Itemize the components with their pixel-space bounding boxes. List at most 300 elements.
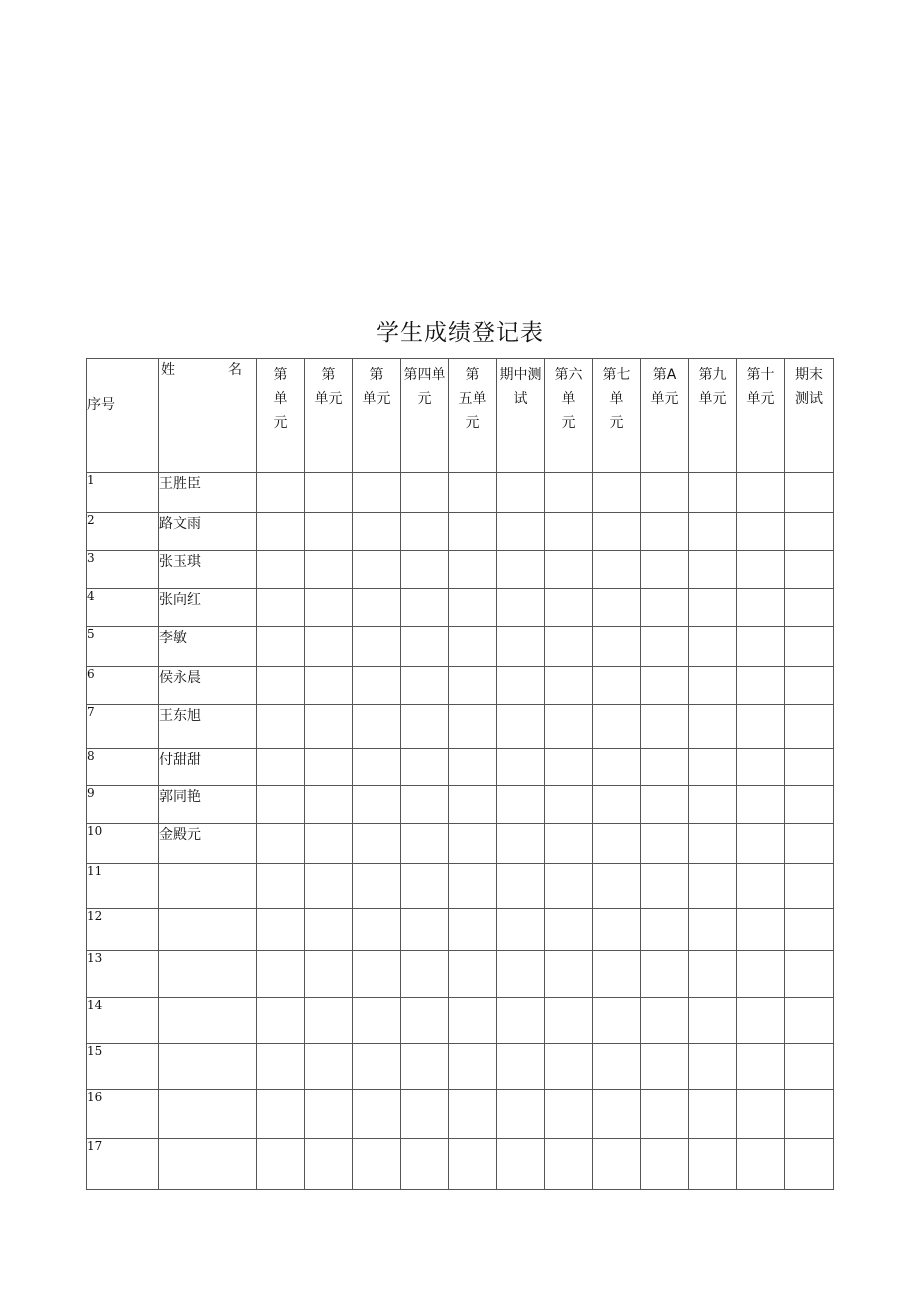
score-cell[interactable] <box>689 667 737 705</box>
score-cell[interactable] <box>497 951 545 998</box>
score-cell[interactable] <box>497 667 545 705</box>
score-cell[interactable] <box>641 864 689 909</box>
table-row <box>87 627 834 667</box>
score-cell[interactable] <box>353 589 401 627</box>
score-cell[interactable] <box>497 998 545 1044</box>
header-col <box>449 359 497 473</box>
header-col-text: 第九 <box>698 367 727 383</box>
score-cell[interactable] <box>305 705 353 749</box>
score-cell[interactable] <box>449 749 497 786</box>
score-cell[interactable] <box>497 1090 545 1139</box>
score-cell[interactable] <box>593 627 641 667</box>
score-cell[interactable] <box>641 909 689 951</box>
score-cell[interactable] <box>785 473 834 513</box>
score-cell[interactable] <box>305 749 353 786</box>
score-cell[interactable] <box>449 864 497 909</box>
row-name: 郭同艳 <box>159 786 257 824</box>
score-cell[interactable] <box>257 551 305 589</box>
score-cell[interactable] <box>401 627 449 667</box>
row-seq: 5 <box>87 627 159 667</box>
score-cell[interactable] <box>401 786 449 824</box>
score-cell[interactable] <box>785 824 834 864</box>
score-cell[interactable] <box>689 786 737 824</box>
header-col-text: 单 <box>561 391 576 407</box>
score-cell[interactable] <box>401 1090 449 1139</box>
score-cell[interactable] <box>449 1044 497 1090</box>
score-cell[interactable] <box>545 864 593 909</box>
score-cell[interactable] <box>593 909 641 951</box>
score-cell[interactable] <box>401 1044 449 1090</box>
score-cell[interactable] <box>497 589 545 627</box>
score-cell[interactable] <box>641 705 689 749</box>
score-cell[interactable] <box>641 998 689 1044</box>
score-cell[interactable] <box>449 667 497 705</box>
score-cell[interactable] <box>545 589 593 627</box>
row-name: 金殿元 <box>159 824 257 864</box>
header-col-text: 单元 <box>314 391 343 407</box>
score-cell[interactable] <box>449 1139 497 1190</box>
score-cell[interactable] <box>785 627 834 667</box>
score-cell[interactable] <box>689 1139 737 1190</box>
header-col <box>641 359 689 473</box>
score-cell[interactable] <box>737 627 785 667</box>
row-seq: 15 <box>87 1044 159 1090</box>
header-col-text: 第七 <box>602 367 631 383</box>
header-col <box>593 359 641 473</box>
score-cell[interactable] <box>401 1139 449 1190</box>
score-cell[interactable] <box>593 998 641 1044</box>
score-cell[interactable] <box>545 749 593 786</box>
score-cell[interactable] <box>305 998 353 1044</box>
header-col-text: 单 <box>273 391 288 407</box>
score-cell[interactable] <box>785 786 834 824</box>
score-cell[interactable] <box>401 705 449 749</box>
score-cell[interactable] <box>545 551 593 589</box>
table-row <box>87 667 834 705</box>
score-cell[interactable] <box>305 786 353 824</box>
score-cell[interactable] <box>497 1044 545 1090</box>
score-cell[interactable] <box>401 909 449 951</box>
score-cell[interactable] <box>353 824 401 864</box>
score-cell[interactable] <box>545 627 593 667</box>
score-cell[interactable] <box>257 513 305 551</box>
score-cell[interactable] <box>593 1044 641 1090</box>
table-row <box>87 705 834 749</box>
row-seq: 13 <box>87 951 159 998</box>
score-cell[interactable] <box>593 824 641 864</box>
score-cell[interactable] <box>737 705 785 749</box>
score-cell[interactable] <box>401 589 449 627</box>
score-cell[interactable] <box>689 551 737 589</box>
row-name: 张向红 <box>159 589 257 627</box>
score-cell[interactable] <box>689 1090 737 1139</box>
header-col <box>305 359 353 473</box>
row-seq: 2 <box>87 513 159 551</box>
score-cell[interactable] <box>593 667 641 705</box>
row-name: 王胜臣 <box>159 473 257 513</box>
page-title: 学生成绩登记表 <box>376 320 544 346</box>
header-col-text: 元 <box>465 415 480 431</box>
score-cell[interactable] <box>641 589 689 627</box>
score-cell[interactable] <box>257 909 305 951</box>
score-cell[interactable] <box>737 1139 785 1190</box>
score-cell[interactable] <box>545 705 593 749</box>
score-cell[interactable] <box>257 1090 305 1139</box>
score-cell[interactable] <box>257 824 305 864</box>
table-row <box>87 909 834 951</box>
row-name: 张玉琪 <box>159 551 257 589</box>
score-cell[interactable] <box>401 667 449 705</box>
score-cell[interactable] <box>545 1090 593 1139</box>
table-row <box>87 513 834 551</box>
row-seq: 7 <box>87 705 159 749</box>
header-col-text: 单 <box>609 391 624 407</box>
row-seq: 14 <box>87 998 159 1044</box>
score-cell[interactable] <box>401 749 449 786</box>
score-cell[interactable] <box>689 589 737 627</box>
score-cell[interactable] <box>545 1044 593 1090</box>
row-name: 付甜甜 <box>159 749 257 786</box>
row-name <box>159 909 257 951</box>
score-cell[interactable] <box>257 864 305 909</box>
score-cell[interactable] <box>401 824 449 864</box>
score-cell[interactable] <box>353 998 401 1044</box>
score-cell[interactable] <box>353 786 401 824</box>
score-cell[interactable] <box>353 667 401 705</box>
score-cell[interactable] <box>497 786 545 824</box>
score-cell[interactable] <box>737 551 785 589</box>
score-cell[interactable] <box>497 551 545 589</box>
score-cell[interactable] <box>689 705 737 749</box>
score-cell[interactable] <box>305 951 353 998</box>
row-name <box>159 864 257 909</box>
table-row <box>87 786 834 824</box>
score-cell[interactable] <box>257 951 305 998</box>
header-col <box>257 359 305 473</box>
score-cell[interactable] <box>449 473 497 513</box>
score-cell[interactable] <box>401 473 449 513</box>
score-cell[interactable] <box>497 864 545 909</box>
score-cell[interactable] <box>257 998 305 1044</box>
score-cell[interactable] <box>305 824 353 864</box>
score-cell[interactable] <box>497 513 545 551</box>
header-col <box>689 359 737 473</box>
score-cell[interactable] <box>449 627 497 667</box>
score-cell[interactable] <box>737 786 785 824</box>
score-cell[interactable] <box>401 951 449 998</box>
header-col <box>737 359 785 473</box>
score-cell[interactable] <box>737 589 785 627</box>
score-cell[interactable] <box>785 864 834 909</box>
score-cell[interactable] <box>449 551 497 589</box>
score-cell[interactable] <box>689 473 737 513</box>
score-cell[interactable] <box>737 749 785 786</box>
score-cell[interactable] <box>593 513 641 551</box>
score-cell[interactable] <box>545 667 593 705</box>
row-name <box>159 1044 257 1090</box>
row-name <box>159 1090 257 1139</box>
score-cell[interactable] <box>689 1044 737 1090</box>
score-cell[interactable] <box>545 1139 593 1190</box>
header-col-text: 测试 <box>795 391 823 407</box>
header-name <box>159 359 257 473</box>
score-cell[interactable] <box>737 824 785 864</box>
score-cell[interactable] <box>593 473 641 513</box>
header-col-text: 元 <box>417 391 432 407</box>
score-cell[interactable] <box>641 824 689 864</box>
score-cell[interactable] <box>449 513 497 551</box>
score-cell[interactable] <box>545 473 593 513</box>
score-cell[interactable] <box>545 909 593 951</box>
score-cell[interactable] <box>737 909 785 951</box>
score-cell[interactable] <box>737 998 785 1044</box>
score-cell[interactable] <box>689 864 737 909</box>
header-col-text: 单元 <box>698 391 727 407</box>
header-col-text: 元 <box>561 415 576 431</box>
score-cell[interactable] <box>689 824 737 864</box>
score-cell[interactable] <box>257 589 305 627</box>
score-cell[interactable] <box>641 749 689 786</box>
score-cell[interactable] <box>497 473 545 513</box>
score-cell[interactable] <box>785 705 834 749</box>
row-seq: 16 <box>87 1090 159 1139</box>
score-cell[interactable] <box>689 749 737 786</box>
header-name-char1: 姓 <box>161 362 175 378</box>
score-cell[interactable] <box>785 1090 834 1139</box>
score-cell[interactable] <box>401 551 449 589</box>
header-col-text: 五单 <box>458 391 487 407</box>
score-cell[interactable] <box>593 1139 641 1190</box>
row-name: 路文雨 <box>159 513 257 551</box>
grade-table <box>86 358 834 1190</box>
score-cell[interactable] <box>737 951 785 998</box>
score-cell[interactable] <box>641 627 689 667</box>
table-row <box>87 864 834 909</box>
score-cell[interactable] <box>353 627 401 667</box>
header-col-text: 单元 <box>650 391 679 407</box>
score-cell[interactable] <box>641 513 689 551</box>
row-name: 李敏 <box>159 627 257 667</box>
score-cell[interactable] <box>785 909 834 951</box>
score-cell[interactable] <box>257 627 305 667</box>
score-cell[interactable] <box>449 951 497 998</box>
header-col-text: 试 <box>513 391 528 407</box>
score-cell[interactable] <box>353 909 401 951</box>
score-cell[interactable] <box>497 627 545 667</box>
score-cell[interactable] <box>305 627 353 667</box>
table-row <box>87 1139 834 1190</box>
score-cell[interactable] <box>641 1044 689 1090</box>
table-row <box>87 473 834 513</box>
score-cell[interactable] <box>401 513 449 551</box>
header-col-text: 期末 <box>795 367 823 383</box>
header-col <box>353 359 401 473</box>
score-cell[interactable] <box>545 951 593 998</box>
score-cell[interactable] <box>641 786 689 824</box>
score-cell[interactable] <box>593 705 641 749</box>
score-cell[interactable] <box>785 1139 834 1190</box>
score-cell[interactable] <box>305 864 353 909</box>
row-seq: 1 <box>87 473 159 513</box>
score-cell[interactable] <box>449 786 497 824</box>
score-cell[interactable] <box>641 1139 689 1190</box>
score-cell[interactable] <box>257 786 305 824</box>
score-cell[interactable] <box>497 1139 545 1190</box>
row-name: 王东旭 <box>159 705 257 749</box>
score-cell[interactable] <box>689 627 737 667</box>
row-name: 侯永晨 <box>159 667 257 705</box>
score-cell[interactable] <box>545 786 593 824</box>
table-row <box>87 998 834 1044</box>
header-col-text: 第四单 <box>403 367 446 383</box>
score-cell[interactable] <box>497 705 545 749</box>
row-seq: 8 <box>87 749 159 786</box>
score-cell[interactable] <box>785 951 834 998</box>
score-cell[interactable] <box>305 1139 353 1190</box>
table-row <box>87 951 834 998</box>
table-row <box>87 589 834 627</box>
header-col-text: 第十 <box>746 367 775 383</box>
score-cell[interactable] <box>353 1090 401 1139</box>
score-cell[interactable] <box>593 1090 641 1139</box>
header-col-text: 元 <box>273 415 288 431</box>
score-cell[interactable] <box>305 1090 353 1139</box>
header-col <box>401 359 449 473</box>
header-col-text: 元 <box>609 415 624 431</box>
score-cell[interactable] <box>785 551 834 589</box>
score-cell[interactable] <box>593 589 641 627</box>
score-cell[interactable] <box>641 473 689 513</box>
score-cell[interactable] <box>593 786 641 824</box>
score-cell[interactable] <box>545 824 593 864</box>
score-cell[interactable] <box>449 824 497 864</box>
score-cell[interactable] <box>641 1090 689 1139</box>
score-cell[interactable] <box>305 667 353 705</box>
score-cell[interactable] <box>545 998 593 1044</box>
header-row <box>87 359 834 473</box>
score-cell[interactable] <box>257 1139 305 1190</box>
score-cell[interactable] <box>257 1044 305 1090</box>
score-cell[interactable] <box>497 909 545 951</box>
score-cell[interactable] <box>449 705 497 749</box>
score-cell[interactable] <box>785 513 834 551</box>
score-cell[interactable] <box>785 749 834 786</box>
table-row <box>87 551 834 589</box>
score-cell[interactable] <box>353 951 401 998</box>
table-row <box>87 1044 834 1090</box>
score-cell[interactable] <box>257 705 305 749</box>
score-cell[interactable] <box>305 551 353 589</box>
score-cell[interactable] <box>593 864 641 909</box>
row-name <box>159 998 257 1044</box>
score-cell[interactable] <box>305 909 353 951</box>
header-col-text: 第 <box>465 367 480 383</box>
score-cell[interactable] <box>401 864 449 909</box>
table-row <box>87 824 834 864</box>
score-cell[interactable] <box>353 864 401 909</box>
score-cell[interactable] <box>689 998 737 1044</box>
score-cell[interactable] <box>257 749 305 786</box>
score-cell[interactable] <box>737 864 785 909</box>
header-col <box>497 359 545 473</box>
score-cell[interactable] <box>353 513 401 551</box>
header-col-text: 第六 <box>554 367 583 383</box>
row-seq: 6 <box>87 667 159 705</box>
header-col-text: 单元 <box>362 391 391 407</box>
row-seq: 11 <box>87 864 159 909</box>
score-cell[interactable] <box>737 1090 785 1139</box>
row-seq: 17 <box>87 1139 159 1190</box>
score-cell[interactable] <box>785 1044 834 1090</box>
score-cell[interactable] <box>497 749 545 786</box>
header-col <box>545 359 593 473</box>
score-cell[interactable] <box>641 667 689 705</box>
score-cell[interactable] <box>305 1044 353 1090</box>
table-row <box>87 1090 834 1139</box>
score-cell[interactable] <box>257 473 305 513</box>
score-cell[interactable] <box>641 951 689 998</box>
header-col <box>785 359 834 473</box>
score-cell[interactable] <box>353 705 401 749</box>
score-cell[interactable] <box>353 749 401 786</box>
score-cell[interactable] <box>689 513 737 551</box>
header-col-text: 第 <box>273 367 288 383</box>
header-col-text: 期中测 <box>499 367 542 383</box>
score-cell[interactable] <box>401 998 449 1044</box>
score-cell[interactable] <box>737 1044 785 1090</box>
score-cell[interactable] <box>785 667 834 705</box>
score-cell[interactable] <box>785 998 834 1044</box>
score-cell[interactable] <box>305 589 353 627</box>
score-cell[interactable] <box>737 513 785 551</box>
header-col-text: 单元 <box>746 391 775 407</box>
score-cell[interactable] <box>449 1090 497 1139</box>
row-seq: 3 <box>87 551 159 589</box>
table-row <box>87 749 834 786</box>
row-seq: 4 <box>87 589 159 627</box>
score-cell[interactable] <box>545 513 593 551</box>
score-cell[interactable] <box>497 824 545 864</box>
score-cell[interactable] <box>353 1139 401 1190</box>
score-cell[interactable] <box>737 473 785 513</box>
score-cell[interactable] <box>593 951 641 998</box>
score-cell[interactable] <box>593 749 641 786</box>
score-cell[interactable] <box>449 909 497 951</box>
score-cell[interactable] <box>353 551 401 589</box>
score-cell[interactable] <box>593 551 641 589</box>
header-col-text: 第A <box>652 367 677 383</box>
score-cell[interactable] <box>257 667 305 705</box>
score-cell[interactable] <box>641 551 689 589</box>
header-name-char2: 名 <box>228 362 242 378</box>
score-cell[interactable] <box>353 1044 401 1090</box>
score-cell[interactable] <box>689 909 737 951</box>
score-cell[interactable] <box>785 589 834 627</box>
row-name <box>159 951 257 998</box>
header-col-text: 第 <box>369 367 384 383</box>
row-seq: 9 <box>87 786 159 824</box>
row-seq: 12 <box>87 909 159 951</box>
row-seq: 10 <box>87 824 159 864</box>
score-cell[interactable] <box>737 667 785 705</box>
score-cell[interactable] <box>305 473 353 513</box>
score-cell[interactable] <box>449 589 497 627</box>
header-col-text: 第 <box>321 367 336 383</box>
score-cell[interactable] <box>353 473 401 513</box>
score-cell[interactable] <box>305 513 353 551</box>
score-cell[interactable] <box>449 998 497 1044</box>
score-cell[interactable] <box>689 951 737 998</box>
